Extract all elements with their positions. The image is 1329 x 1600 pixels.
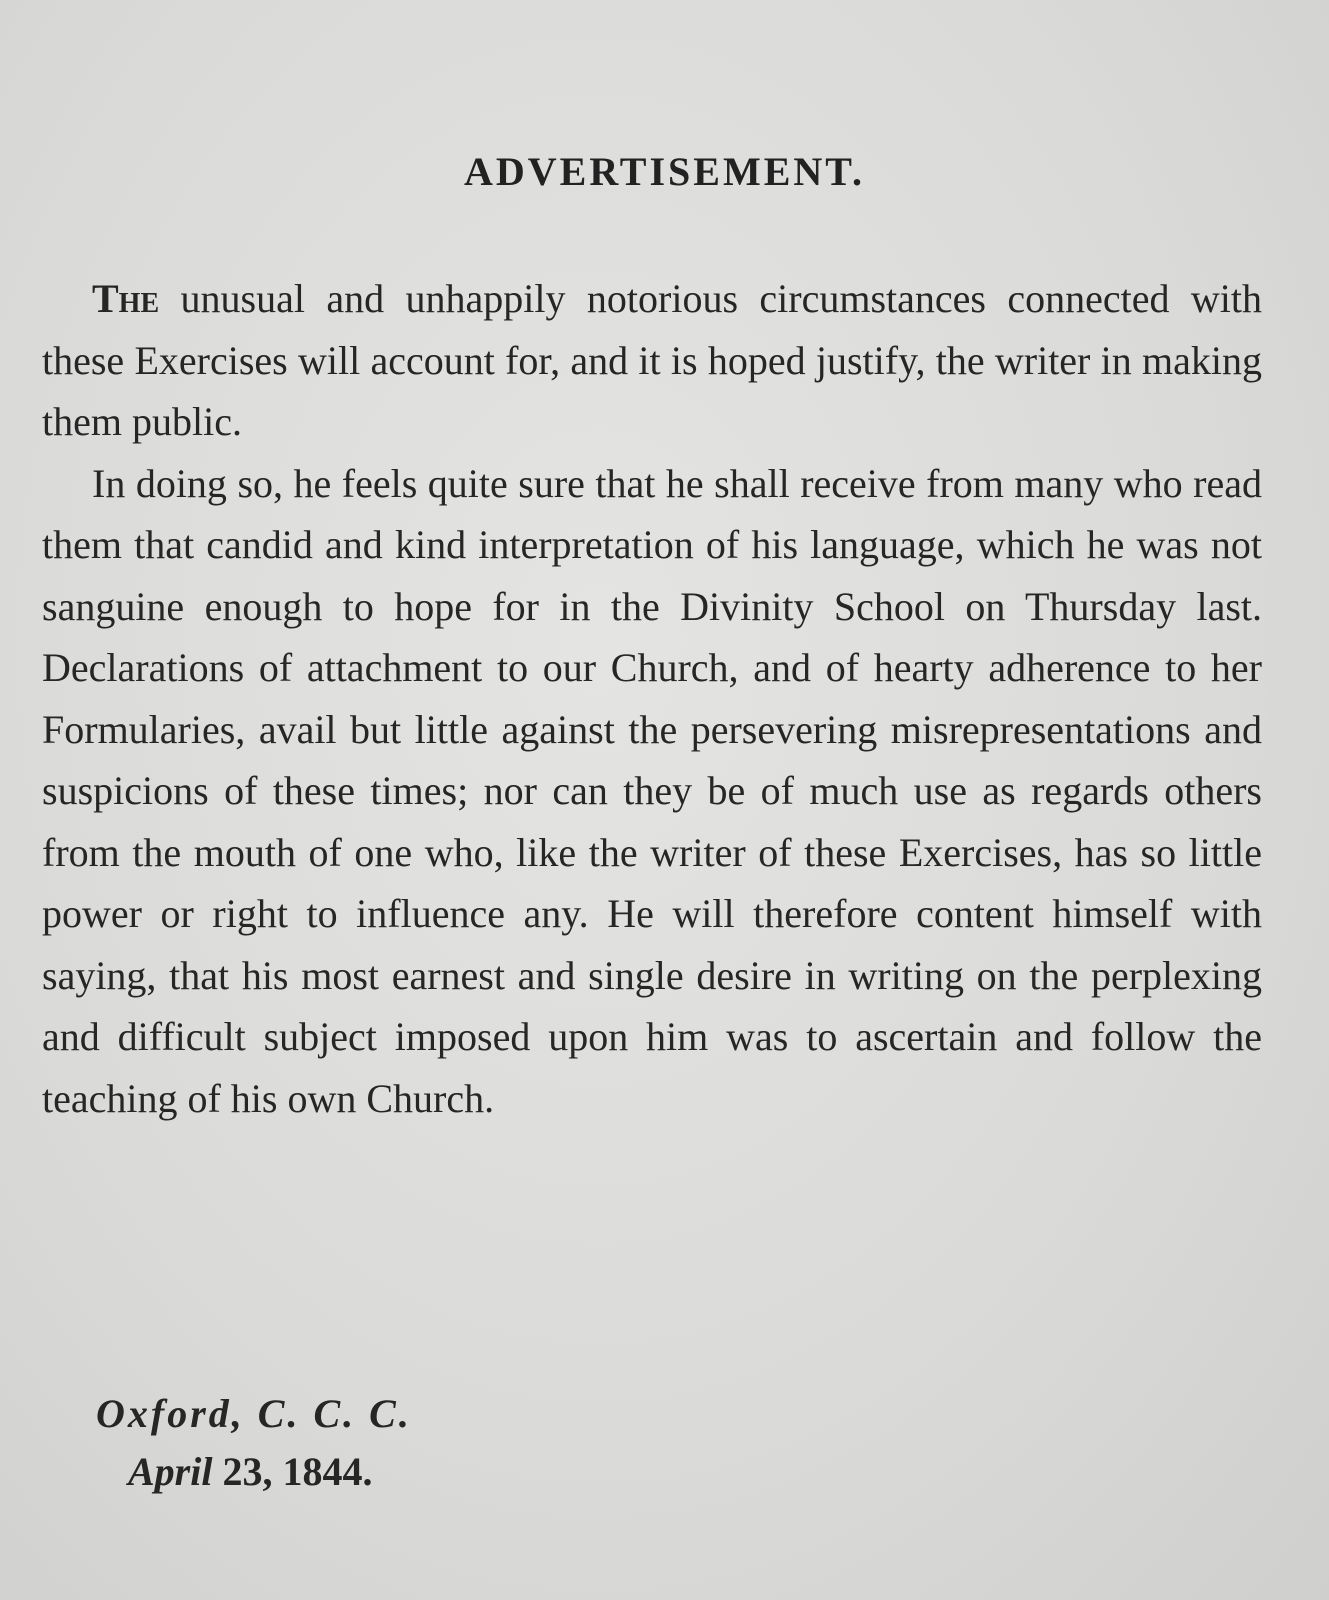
paragraph-1-text: unusual and unhappily notorious circumstances connected with these Exercises will account for, and it is hoped justify, the writer in making them public. [42, 276, 1263, 444]
body-text [42, 268, 1262, 1129]
page-title: ADVERTISEMENT. [463, 149, 866, 194]
paragraph-2: In doing so, he feels quite sure that he shall receive from many who read them that candid and kind interpretation of his language, which he was not sanguine enough to hope for in the Divinity School on Thursday last. Declarations of attachment to our Church, and of hearty adherence to her Formularies, avail but little against the persevering misrepresentations and suspicions of these times; nor can they be of much use as regards others from the mouth of one who, like the writer of these Exercises, has so little power or right to influence any. He will therefore content himself with saying, that his most earnest and single desire in writing on the perplexing and difficult subject imposed upon him was to ascertain and follow the teaching of his own Church. [42, 460, 1262, 1121]
signature-block [96, 1385, 412, 1501]
paragraph-1-lead: The [92, 276, 160, 321]
signature-date-rest: 23, 1844. [222, 1449, 373, 1494]
signature-date [96, 1443, 412, 1501]
paragraph-1 [42, 268, 1262, 453]
signature-date-month: April [128, 1449, 213, 1494]
signature-place: Oxford, C. C. C. [96, 1391, 412, 1436]
